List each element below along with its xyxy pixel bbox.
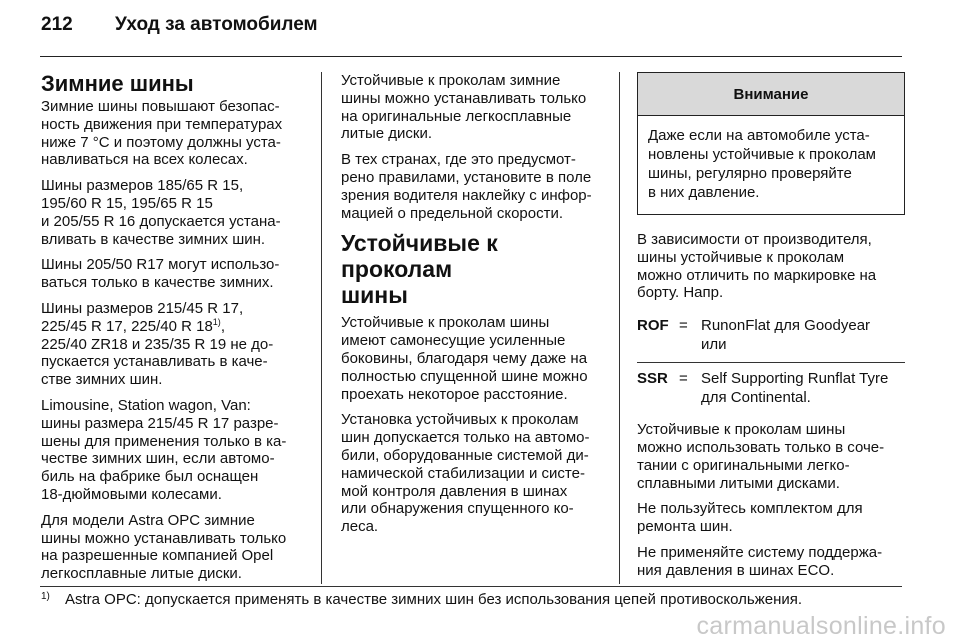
text-line: Limousine, Station wagon, Van: — [41, 396, 251, 414]
warning-title: Внимание — [638, 73, 904, 116]
footnote — [41, 591, 802, 608]
text-line: шины устойчивые к проколам — [637, 248, 845, 266]
footnote-marker: 1) — [41, 591, 50, 602]
section-heading-winter-tires: Зимние шины — [41, 71, 194, 96]
text-line: Устойчивые к проколам шины — [341, 314, 550, 332]
text-line: ремонта шин. — [637, 518, 733, 536]
text-line: Даже если на автомобиле уста- — [648, 127, 870, 144]
warning-box — [637, 72, 905, 215]
col2-paragraphs-2 — [341, 314, 605, 536]
text-line: проехать некоторое расстояние. — [341, 385, 568, 403]
paragraph — [341, 151, 605, 222]
page-header — [41, 14, 318, 36]
text-line: зрения водителя наклейку с инфор- — [341, 186, 592, 204]
text-line: биль на фабрике был оснащен — [41, 468, 259, 486]
text-line: или обнаружения спущенного ко- — [341, 500, 574, 518]
text-line: Шины 205/50 R17 могут использо- — [41, 256, 280, 274]
text-line: на разрешенные компанией Opel — [41, 547, 274, 565]
col2-paragraphs — [341, 72, 605, 222]
text-line: В зависимости от производителя, — [637, 231, 872, 248]
text-line: мой контроля давления в шинах — [341, 482, 568, 500]
text-line: литые диски. — [341, 125, 433, 143]
text-line: Не пользуйтесь комплектом для — [637, 500, 863, 518]
paragraph — [341, 72, 605, 143]
text-line: или — [701, 336, 727, 354]
text-line: рено правилами, установите в поле — [341, 168, 592, 186]
text-line: имеют самонесущие усиленные — [341, 332, 566, 350]
text-line: шины можно устанавливать только — [41, 529, 287, 547]
text-line: Устойчивые к проколам шины — [637, 421, 846, 439]
text-line: били, оборудованные системой ди- — [341, 446, 589, 464]
text-line: тании с оригинальными легко- — [637, 456, 850, 474]
footnote-reference: 1) — [212, 316, 221, 327]
text-line: боковины, благодаря чему даже на — [341, 349, 588, 367]
text-line: вливать в качестве зимних шин. — [41, 230, 266, 248]
text-line: Не применяйте систему поддержа- — [637, 543, 883, 561]
text-line: Шины размеров 185/65 R 15, — [41, 177, 244, 195]
text-line: леса. — [341, 518, 379, 536]
text-line: В тех странах, где это предусмот- — [341, 151, 576, 169]
header-rule — [40, 56, 902, 57]
column-3 — [637, 72, 905, 588]
text-line: 18-дюймовыми колесами. — [41, 485, 222, 503]
abbreviation-value — [701, 316, 905, 354]
text-line: Для модели Astra OPC зимние — [41, 511, 255, 529]
text-line: ваться только в качестве зимних. — [41, 274, 274, 292]
text-line: для Continental. — [701, 389, 811, 407]
text-line: легкосплавные литые диски. — [41, 565, 242, 583]
text-line: ниже 7 °C и поэтому должны уста- — [41, 133, 281, 151]
abbreviation-row — [637, 310, 905, 362]
text-line: полностью спущенной шине можно — [341, 367, 588, 385]
paragraph: Шины размеров 215/45 R 17, 225/45 R 17, 225/40 R 18$^{1)}$, 225/40 ZR18 и 235/35 R 19 не до- пускается устанавливать в каче- стве зимних шин. — [41, 299, 274, 389]
text-line: Шины размеров 215/45 R 17, — [41, 299, 244, 317]
column-divider — [619, 72, 620, 584]
abbreviation-key: ROF — [637, 317, 669, 335]
paragraph — [637, 231, 905, 302]
warning-text — [638, 116, 904, 214]
column-2 — [341, 72, 605, 544]
text-line: и 205/55 R 16 допускается устана- — [41, 212, 281, 230]
text-line: сплавными литыми дисками. — [637, 474, 840, 492]
paragraph — [637, 421, 905, 492]
text-line: можно использовать только в соче- — [637, 438, 885, 456]
text-line: шены для применения только в ка- — [41, 432, 287, 450]
equals-sign: = — [679, 317, 688, 335]
text-line: Self Supporting Runflat Tyre — [701, 370, 889, 388]
paragraph — [341, 411, 605, 536]
text-line: Устойчивые к проколам зимние — [341, 72, 561, 89]
abbreviation-list — [637, 310, 905, 415]
paragraph — [41, 98, 309, 169]
text-line: можно отличить по маркировке на — [637, 266, 877, 284]
abbreviation-value — [701, 369, 905, 407]
text-line: стве зимних шин. — [41, 371, 163, 389]
text-line: шины размера 215/45 R 17 разре- — [41, 414, 279, 432]
paragraph — [41, 177, 309, 248]
paragraph — [637, 544, 905, 580]
paragraph — [41, 397, 309, 504]
text-line: в них давление. — [648, 184, 760, 201]
page-title: Уход за автомобилем — [115, 14, 318, 35]
footnote-rule — [40, 586, 902, 587]
col1-paragraphs — [41, 98, 309, 292]
text-line: ния давления в шинах ECO. — [637, 561, 835, 579]
text-line: RunonFlat для Goodyear — [701, 317, 871, 335]
text-line: борту. Напр. — [637, 284, 724, 302]
text-line: пускается устанавливать в каче- — [41, 353, 268, 371]
text-line: намической стабилизации и систе- — [341, 464, 585, 482]
text-line: новлены устойчивые к проколам — [648, 146, 876, 163]
abbreviation-row — [637, 362, 905, 415]
text-line: 225/45 R 17, 225/40 R 18 — [41, 317, 213, 335]
col1-paragraphs-2 — [41, 397, 309, 583]
section-heading-runflat-tires — [341, 230, 605, 308]
abbreviation-key: SSR — [637, 370, 668, 388]
heading-line: шины — [341, 282, 408, 309]
text-line: мацией о предельной скорости. — [341, 204, 564, 222]
column-1 — [41, 72, 309, 591]
text-line: шин допускается только на автомо- — [341, 429, 590, 447]
text-line: шины, регулярно проверяйте — [648, 165, 852, 182]
text-line: на оригинальные легкосплавные — [341, 107, 572, 125]
text-line: шины можно устанавливать только — [341, 89, 587, 107]
text-line: 225/40 ZR18 и 235/35 R 19 не до- — [41, 335, 274, 353]
paragraph — [41, 256, 309, 292]
paragraph — [341, 314, 605, 403]
col3-paragraphs — [637, 421, 905, 579]
paragraph — [637, 500, 905, 536]
watermark: carmanualsonline.info — [696, 612, 946, 640]
heading-line: Устойчивые к проколам — [341, 230, 498, 283]
text-line: 195/60 R 15, 195/65 R 15 — [41, 194, 213, 212]
text-line: честве зимних шин, если автомо- — [41, 450, 275, 468]
text-line: навливаться на всех колесах. — [41, 151, 248, 169]
paragraph — [41, 512, 309, 583]
column-divider — [321, 72, 322, 584]
text-line: Установка устойчивых к проколам — [341, 411, 579, 429]
footnote-text: Astra OPC: допускается применять в качестве зимних шин без использования цепей противоскольжения. — [65, 591, 803, 608]
text-line: Зимние шины повышают безопас- — [41, 98, 280, 115]
equals-sign: = — [679, 370, 688, 388]
text-line: ность движения при температурах — [41, 115, 283, 133]
page-number: 212 — [41, 14, 73, 35]
